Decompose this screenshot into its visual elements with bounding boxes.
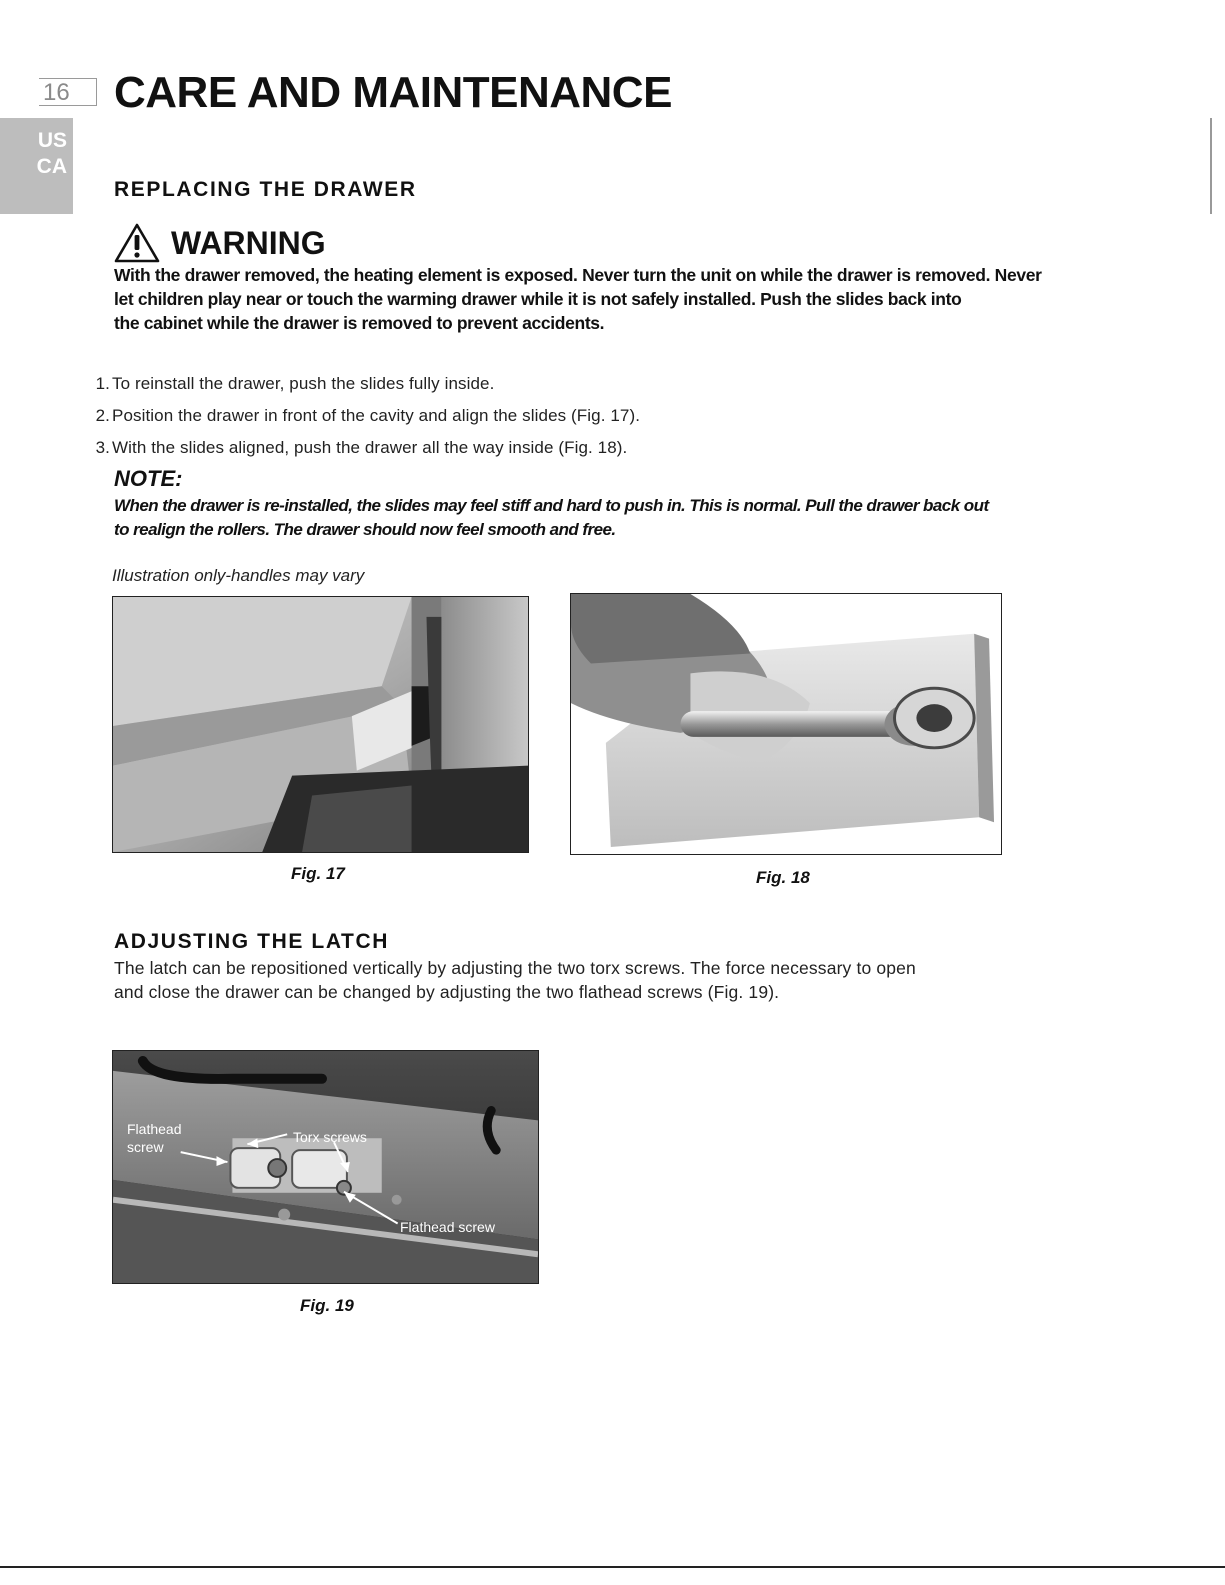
warning-line: the cabinet while the drawer is removed to prevent accidents. (114, 313, 605, 333)
warning-line: let children play near or touch the warming drawer while it is not safely installed. Push the slides back into (114, 289, 962, 309)
warning-text (114, 263, 1114, 335)
section-heading-adjusting-latch: ADJUSTING THE LATCH (114, 930, 390, 953)
step-number: 2. (95, 406, 110, 425)
note-line: to realign the rollers. The drawer should now feel smooth and free. (114, 520, 616, 539)
region-tab-us: US (37, 129, 67, 152)
fig-17-photo (112, 596, 529, 853)
latch-illustration (113, 1051, 538, 1283)
fig-19-label: Fig. 19 (300, 1296, 354, 1315)
annotation-flathead-screw-right: Flathead screw (400, 1219, 495, 1235)
fig-18-photo (570, 593, 1002, 855)
drawer-push-illustration (571, 594, 1001, 854)
note-line: When the drawer is re-installed, the slides may feel stiff and hard to push in. This is normal. Pull the drawer back out (114, 496, 989, 515)
warning-title: WARNING (171, 224, 326, 261)
page-number: 16 (39, 78, 97, 106)
latch-description-line: and close the drawer can be changed by adjusting the two flathead screws (Fig. 19). (114, 982, 780, 1002)
bottom-rule (0, 1566, 1225, 1568)
page-edge-marker (1210, 118, 1212, 214)
annotation-torx-screws: Torx screws (293, 1129, 367, 1145)
region-tab-ca: CA (36, 155, 67, 178)
warning-header (113, 222, 326, 264)
section-heading-replacing-drawer: REPLACING THE DRAWER (114, 178, 417, 201)
steps-list (78, 368, 640, 464)
step-item (78, 368, 640, 400)
warning-triangle-icon (113, 222, 161, 264)
step-text: To reinstall the drawer, push the slides fully inside. (112, 374, 495, 393)
step-number: 1. (95, 374, 110, 393)
step-item (78, 432, 640, 464)
fig-19-photo (112, 1050, 539, 1284)
page-title: CARE AND MAINTENANCE (114, 68, 672, 117)
step-item (78, 400, 640, 432)
step-text: Position the drawer in front of the cavity and align the slides (Fig. 17). (112, 406, 641, 425)
latch-description (114, 956, 916, 1004)
step-text: With the slides aligned, push the drawer all the way inside (Fig. 18). (112, 438, 628, 457)
drawer-slide-illustration (113, 597, 528, 852)
annotation-flathead-screw-left (127, 1120, 181, 1156)
note-text (114, 494, 989, 542)
illustration-caption: Illustration only-handles may vary (112, 566, 365, 585)
region-tab (0, 118, 73, 214)
fig-18-label: Fig. 18 (756, 868, 810, 887)
latch-description-line: The latch can be repositioned vertically by adjusting the two torx screws. The force necessary to open (114, 958, 916, 978)
annotation-line: screw (127, 1139, 164, 1155)
warning-line: With the drawer removed, the heating element is exposed. Never turn the unit on while the drawer is removed. Never (114, 265, 1042, 285)
step-number: 3. (95, 438, 110, 457)
fig-17-label: Fig. 17 (291, 864, 345, 883)
note-title: NOTE: (114, 466, 183, 491)
annotation-line: Flathead (127, 1121, 182, 1137)
